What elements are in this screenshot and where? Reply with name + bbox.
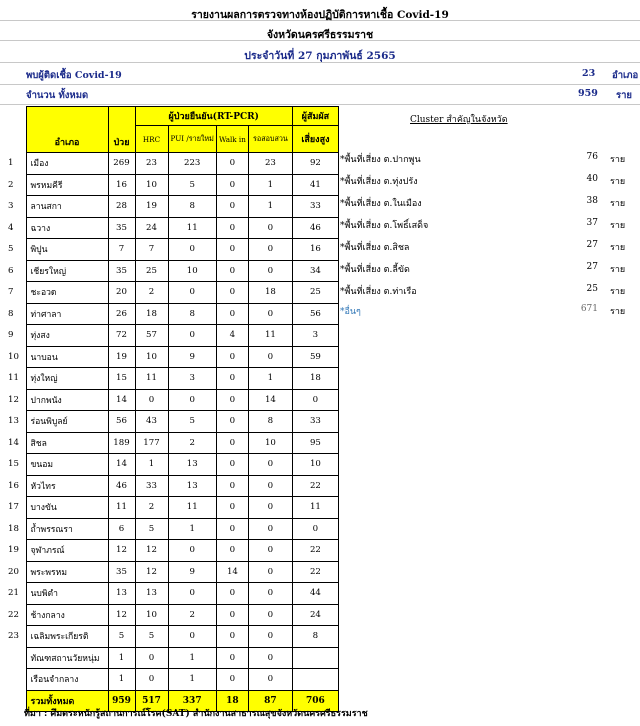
cell-highrisk [292, 647, 338, 669]
cell-highrisk: 18 [292, 368, 338, 390]
cell-pending: 1 [248, 368, 292, 390]
cluster-unit: ราย [610, 243, 626, 253]
district-name: เมือง [26, 153, 108, 175]
province-title: จังหวัดนครศรีธรรมราช [266, 29, 374, 41]
cell-hrc: 177 [135, 432, 168, 454]
district-name: พิปูน [26, 239, 108, 261]
table-row [0, 282, 338, 304]
cell-hrc: 24 [135, 217, 168, 239]
cell-patients: 15 [108, 368, 135, 390]
cell-highrisk: 11 [292, 497, 338, 519]
cell-highrisk: 10 [292, 454, 338, 476]
cell-hrc: 10 [135, 174, 168, 196]
table-row [0, 604, 338, 626]
cluster-label: *พื้นที่เสี่ยง ต.ลี้ขัด [340, 265, 410, 275]
table-row [0, 540, 338, 562]
cluster-unit: ราย [610, 265, 626, 275]
report-date: ประจำวันที่ 27 กุมภาพันธ์ 2565 [244, 50, 396, 62]
row-index: 1 [0, 153, 26, 175]
table-row [0, 411, 338, 433]
cell-hrc: 57 [135, 325, 168, 347]
cell-highrisk: 34 [292, 260, 338, 282]
cell-patients: 28 [108, 196, 135, 218]
cell-pending: 0 [248, 239, 292, 261]
cell-pending: 0 [248, 583, 292, 605]
cell-walkin: 0 [216, 153, 248, 175]
cell-pending: 0 [248, 647, 292, 669]
cluster-label: *พื้นที่เสี่ยง ต.ทุ่งปรัง [340, 177, 418, 187]
cell-walkin: 0 [216, 217, 248, 239]
district-name: หัวไทร [26, 475, 108, 497]
cell-patients: 269 [108, 153, 135, 175]
col-pending: รอสอบสวน [248, 126, 292, 153]
cell-hrc: 13 [135, 583, 168, 605]
table-row [0, 196, 338, 218]
cell-patients: 13 [108, 583, 135, 605]
table-row [0, 368, 338, 390]
cell-hrc: 0 [135, 647, 168, 669]
district-name: ปากพนัง [26, 389, 108, 411]
cell-pending: 10 [248, 432, 292, 454]
cell-highrisk: 59 [292, 346, 338, 368]
cell-hrc: 43 [135, 411, 168, 433]
total-patients: 959 [108, 690, 135, 712]
cell-pending: 0 [248, 497, 292, 519]
row-index: 18 [0, 518, 26, 540]
row-index: 21 [0, 583, 26, 605]
cell-pending: 23 [248, 153, 292, 175]
cluster-title: Cluster สำคัญในจังหวัด [410, 115, 508, 125]
cluster-value: 25 [586, 284, 598, 294]
summary-found-value: 23 [582, 68, 596, 79]
cell-walkin: 0 [216, 282, 248, 304]
cluster-unit: ราย [610, 177, 626, 187]
cell-pui: 0 [168, 583, 216, 605]
cell-patients: 11 [108, 497, 135, 519]
district-name: บางขัน [26, 497, 108, 519]
col-patients: ป่วย [108, 107, 135, 153]
cell-patients: 35 [108, 561, 135, 583]
cluster-value: 37 [586, 218, 598, 228]
cell-patients: 14 [108, 389, 135, 411]
cell-patients: 16 [108, 174, 135, 196]
row-index: 23 [0, 626, 26, 648]
district-name: ช้างกลาง [26, 604, 108, 626]
cell-pui: 0 [168, 239, 216, 261]
cell-highrisk: 41 [292, 174, 338, 196]
cluster-item [340, 214, 630, 236]
summary-total-label: จำนวน ทั้งหมด [26, 90, 89, 101]
cell-walkin: 0 [216, 669, 248, 691]
row-index: 17 [0, 497, 26, 519]
cluster-unit: ราย [610, 307, 626, 317]
row-index: 9 [0, 325, 26, 347]
cell-patients: 1 [108, 669, 135, 691]
cluster-value: 27 [586, 262, 598, 272]
cell-walkin: 0 [216, 196, 248, 218]
cell-highrisk: 16 [292, 239, 338, 261]
district-name: ถ้ำพรรณรา [26, 518, 108, 540]
cell-highrisk: 0 [292, 389, 338, 411]
row-index: 8 [0, 303, 26, 325]
table-row [0, 239, 338, 261]
district-name: ร่อนพิบูลย์ [26, 411, 108, 433]
cell-pui: 0 [168, 389, 216, 411]
cell-pending: 11 [248, 325, 292, 347]
cell-highrisk [292, 669, 338, 691]
cell-hrc: 18 [135, 303, 168, 325]
row-index: 10 [0, 346, 26, 368]
cell-hrc: 5 [135, 518, 168, 540]
cluster-value: 27 [586, 240, 598, 250]
group-confirmed: ผู้ป่วยยืนยัน(RT-PCR) [135, 107, 292, 126]
cell-hrc: 33 [135, 475, 168, 497]
col-walkin: Walk in [216, 126, 248, 153]
cell-patients: 19 [108, 346, 135, 368]
table-row [0, 583, 338, 605]
cell-patients: 56 [108, 411, 135, 433]
cell-pui: 0 [168, 325, 216, 347]
cell-highrisk: 33 [292, 411, 338, 433]
cell-pending: 0 [248, 561, 292, 583]
row-index: 19 [0, 540, 26, 562]
cell-pending: 0 [248, 217, 292, 239]
district-table [0, 106, 339, 712]
cell-highrisk: 24 [292, 604, 338, 626]
cell-pending: 0 [248, 540, 292, 562]
summary-total-row [26, 88, 640, 104]
cell-pending: 1 [248, 174, 292, 196]
cluster-unit: ราย [610, 199, 626, 209]
total-walkin: 18 [216, 690, 248, 712]
cell-hrc: 2 [135, 497, 168, 519]
district-name: ฉวาง [26, 217, 108, 239]
cell-pending: 0 [248, 454, 292, 476]
cell-hrc: 5 [135, 626, 168, 648]
cell-patients: 1 [108, 647, 135, 669]
cell-patients: 189 [108, 432, 135, 454]
row-index: 13 [0, 411, 26, 433]
cell-highrisk: 22 [292, 561, 338, 583]
cell-pui: 9 [168, 561, 216, 583]
summary-found-label: พบผู้ติดเชื้อ Covid-19 [26, 70, 122, 81]
cell-pui: 5 [168, 411, 216, 433]
cell-hrc: 2 [135, 282, 168, 304]
total-highrisk: 706 [292, 690, 338, 712]
table-row [0, 647, 338, 669]
cell-walkin: 0 [216, 583, 248, 605]
cluster-item [340, 170, 630, 192]
district-name: สิชล [26, 432, 108, 454]
cluster-label: *พื้นที่เสี่ยง ต.ปากพูน [340, 155, 421, 165]
row-index: 15 [0, 454, 26, 476]
cell-walkin: 4 [216, 325, 248, 347]
row-index: 22 [0, 604, 26, 626]
cell-walkin: 0 [216, 389, 248, 411]
cell-hrc: 19 [135, 196, 168, 218]
table-row [0, 260, 338, 282]
cluster-unit: ราย [610, 155, 626, 165]
cell-highrisk: 0 [292, 518, 338, 540]
cell-pui: 223 [168, 153, 216, 175]
cluster-label: *พื้นที่เสี่ยง ต.สิชล [340, 243, 410, 253]
table-row [0, 303, 338, 325]
district-name: เฉลิมพระเกียรติ [26, 626, 108, 648]
cell-pending: 14 [248, 389, 292, 411]
district-name: ท่าศาลา [26, 303, 108, 325]
cell-pui: 9 [168, 346, 216, 368]
cluster-unit: ราย [610, 287, 626, 297]
cell-walkin: 0 [216, 647, 248, 669]
row-index: 16 [0, 475, 26, 497]
source-footer: ที่มา : ศึมตระหนักรู้สถานการณ์โรค(SAT) สำนักงานสาธารณสุขจังหวัดนครศรีธรรมราช [24, 709, 368, 719]
cell-pending: 0 [248, 260, 292, 282]
cell-patients: 7 [108, 239, 135, 261]
row-index: 12 [0, 389, 26, 411]
cluster-label: *พื้นที่เสี่ยง ต.ท่าเรือ [340, 287, 417, 297]
cell-patients: 35 [108, 260, 135, 282]
cluster-item [340, 192, 630, 214]
cell-pui: 1 [168, 669, 216, 691]
cell-pui: 11 [168, 217, 216, 239]
table-row [0, 389, 338, 411]
cell-pending: 8 [248, 411, 292, 433]
cluster-item [340, 236, 630, 258]
cluster-label: *พื้นที่เสี่ยง ต.ในเมือง [340, 199, 422, 209]
cell-walkin: 14 [216, 561, 248, 583]
total-pending: 87 [248, 690, 292, 712]
cell-pui: 11 [168, 497, 216, 519]
row-index: 20 [0, 561, 26, 583]
cell-pending: 0 [248, 518, 292, 540]
cell-patients: 12 [108, 540, 135, 562]
district-name: ทุ่งใหญ่ [26, 368, 108, 390]
grid-line [0, 104, 640, 105]
table-row [0, 174, 338, 196]
cell-pui: 1 [168, 518, 216, 540]
cell-walkin: 0 [216, 346, 248, 368]
cell-hrc: 23 [135, 153, 168, 175]
cell-hrc: 12 [135, 540, 168, 562]
cell-pui: 8 [168, 303, 216, 325]
cell-pending: 1 [248, 196, 292, 218]
cell-pending: 0 [248, 346, 292, 368]
summary-found-row [26, 68, 640, 84]
district-name: นบพิตำ [26, 583, 108, 605]
cell-patients: 6 [108, 518, 135, 540]
row-index: 7 [0, 282, 26, 304]
cell-pui: 0 [168, 626, 216, 648]
cluster-item [340, 280, 630, 302]
district-name: เชียรใหญ่ [26, 260, 108, 282]
cell-walkin: 0 [216, 497, 248, 519]
table-row [0, 325, 338, 347]
cell-hrc: 0 [135, 389, 168, 411]
cell-hrc: 12 [135, 561, 168, 583]
col-hrc: HRC [135, 126, 168, 153]
cell-walkin: 0 [216, 432, 248, 454]
cell-pui: 8 [168, 196, 216, 218]
cell-walkin: 0 [216, 411, 248, 433]
table-row [0, 518, 338, 540]
cell-pui: 2 [168, 604, 216, 626]
district-name: เรือนจำกลาง [26, 669, 108, 691]
cell-hrc: 10 [135, 604, 168, 626]
grid-line [0, 84, 640, 85]
cell-highrisk: 22 [292, 475, 338, 497]
table-row [0, 626, 338, 648]
cell-pending: 0 [248, 475, 292, 497]
cell-hrc: 7 [135, 239, 168, 261]
table-row [0, 217, 338, 239]
cell-highrisk: 92 [292, 153, 338, 175]
cell-patients: 26 [108, 303, 135, 325]
cell-patients: 46 [108, 475, 135, 497]
cell-pui: 2 [168, 432, 216, 454]
row-index: 11 [0, 368, 26, 390]
row-index: 14 [0, 432, 26, 454]
total-hrc: 517 [135, 690, 168, 712]
cell-pui: 5 [168, 174, 216, 196]
cell-pui: 13 [168, 475, 216, 497]
cell-walkin: 0 [216, 604, 248, 626]
cell-pending: 0 [248, 604, 292, 626]
cell-walkin: 0 [216, 454, 248, 476]
cell-pending: 0 [248, 303, 292, 325]
table-row [0, 497, 338, 519]
table-row [0, 669, 338, 691]
cell-highrisk: 46 [292, 217, 338, 239]
cell-pui: 0 [168, 540, 216, 562]
cluster-item [340, 300, 630, 322]
cell-hrc: 10 [135, 346, 168, 368]
row-index: 2 [0, 174, 26, 196]
cell-patients: 35 [108, 217, 135, 239]
table-row [0, 432, 338, 454]
group-contact: ผู้สัมผัส [292, 107, 338, 126]
row-index: 3 [0, 196, 26, 218]
total-pui: 337 [168, 690, 216, 712]
cell-pui: 1 [168, 647, 216, 669]
cell-walkin: 0 [216, 239, 248, 261]
cluster-item [340, 148, 630, 170]
cell-patients: 12 [108, 604, 135, 626]
cell-highrisk: 8 [292, 626, 338, 648]
district-name: จุฬาภรณ์ [26, 540, 108, 562]
district-name: ทุ่งสง [26, 325, 108, 347]
district-name: พระพรหม [26, 561, 108, 583]
summary-total-unit: ราย [616, 90, 633, 101]
cell-walkin: 0 [216, 174, 248, 196]
cell-pending: 18 [248, 282, 292, 304]
cluster-value: 40 [586, 174, 598, 184]
col-district: อำเภอ [26, 107, 108, 153]
district-name: ขนอม [26, 454, 108, 476]
cluster-label: *อื่นๆ [340, 307, 361, 317]
cluster-item [340, 258, 630, 280]
cluster-label: *พื้นที่เสี่ยง ต.โพธิ์เสด็จ [340, 221, 429, 231]
table-row [0, 153, 338, 175]
table-row [0, 454, 338, 476]
summary-found-unit: อำเภอ [612, 70, 639, 81]
cell-patients: 14 [108, 454, 135, 476]
cell-highrisk: 44 [292, 583, 338, 605]
col-highrisk: เสี่ยงสูง [292, 126, 338, 153]
row-index: 4 [0, 217, 26, 239]
cluster-unit: ราย [610, 221, 626, 231]
district-name: ลานสกา [26, 196, 108, 218]
cluster-value: 38 [586, 196, 598, 206]
cell-pui: 10 [168, 260, 216, 282]
district-name: นาบอน [26, 346, 108, 368]
cell-walkin: 0 [216, 475, 248, 497]
row-index [0, 669, 26, 691]
cell-pui: 0 [168, 282, 216, 304]
cell-patients: 72 [108, 325, 135, 347]
cell-pending: 0 [248, 626, 292, 648]
cell-highrisk: 56 [292, 303, 338, 325]
row-index: 6 [0, 260, 26, 282]
cell-walkin: 0 [216, 626, 248, 648]
cell-patients: 5 [108, 626, 135, 648]
table-row [0, 475, 338, 497]
cell-highrisk: 25 [292, 282, 338, 304]
table-row [0, 346, 338, 368]
row-index: 5 [0, 239, 26, 261]
cell-hrc: 0 [135, 669, 168, 691]
row-index [0, 647, 26, 669]
cell-hrc: 25 [135, 260, 168, 282]
col-pui: PUI /รายใหม่ [168, 126, 216, 153]
cell-pui: 3 [168, 368, 216, 390]
cell-highrisk: 22 [292, 540, 338, 562]
cell-highrisk: 33 [292, 196, 338, 218]
district-name: ทัณฑสถานวัยหนุ่ม [26, 647, 108, 669]
cell-walkin: 0 [216, 518, 248, 540]
cell-hrc: 1 [135, 454, 168, 476]
cell-highrisk: 3 [292, 325, 338, 347]
table-row [0, 561, 338, 583]
summary-total-value: 959 [578, 88, 598, 99]
district-name: ชะอวด [26, 282, 108, 304]
cell-walkin: 0 [216, 540, 248, 562]
cluster-value: 671 [580, 304, 598, 314]
cell-hrc: 11 [135, 368, 168, 390]
cell-walkin: 0 [216, 260, 248, 282]
cell-highrisk: 95 [292, 432, 338, 454]
report-title: รายงานผลการตรวจทางห้องปฏิบัติการหาเชื้อ Covid-19 [191, 9, 449, 21]
cell-pui: 13 [168, 454, 216, 476]
cluster-value: 76 [586, 152, 598, 162]
cell-pending: 0 [248, 669, 292, 691]
cell-walkin: 0 [216, 368, 248, 390]
total-label: รวมทั้งหมด [26, 690, 108, 712]
cell-patients: 20 [108, 282, 135, 304]
district-name: พรหมคีรี [26, 174, 108, 196]
cell-walkin: 0 [216, 303, 248, 325]
